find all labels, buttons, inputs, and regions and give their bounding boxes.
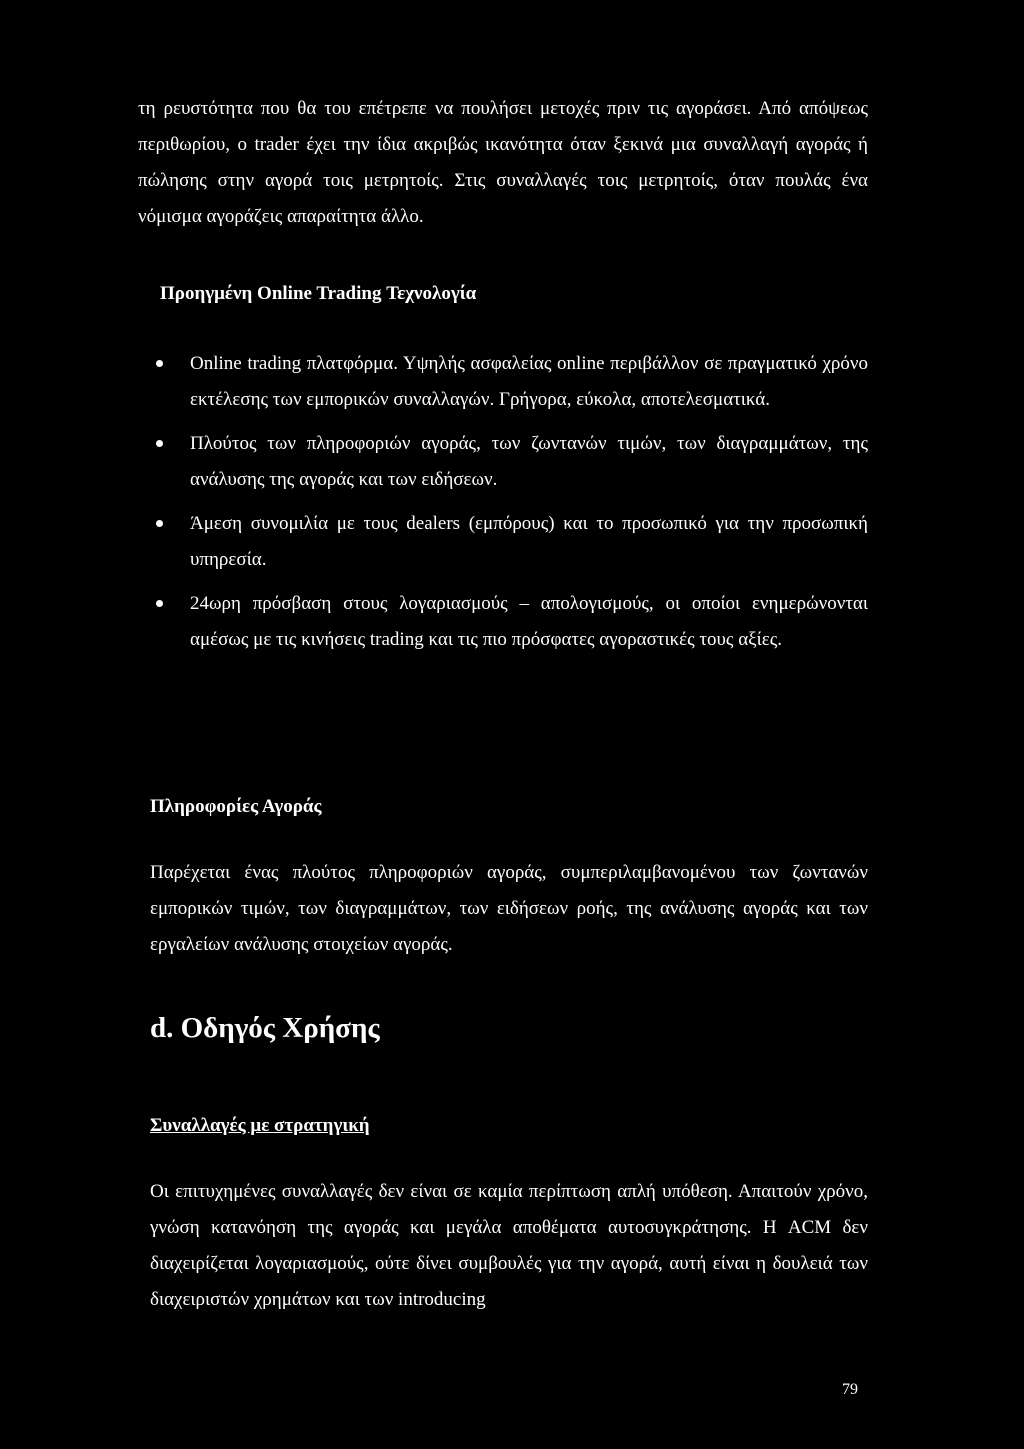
bullet-dot-icon (156, 360, 163, 367)
bullet-dot-icon (156, 600, 163, 607)
bullet-dot-icon (156, 520, 163, 527)
bullet-text: Άμεση συνομιλία με τους dealers (εμπόρους) και το προσωπικό για την προσωπική υπηρεσία. (190, 513, 868, 570)
strategy-paragraph: Οι επιτυχημένες συναλλαγές δεν είναι σε καμία περίπτωση απλή υπόθεση. Απαιτούν χρόνο, γνώση κατανόηση της αγοράς και μεγάλα αποθέματα αυτοσυγκράτησης. Η ACM δεν διαχειρίζεται λογαριασμούς, ούτε δίνει συμβουλές για την αγορά, αυτή είναι η δουλειά των διαχειριστών χρημάτων και των introducing (150, 1181, 868, 1310)
section-heading-market-info: Πληροφορίες Αγοράς (150, 796, 322, 817)
intro-paragraph: τη ρευστότητα που θα του επέτρεπε να πουλήσει μετοχές πριν τις αγοράσει. Από απόψεως περιθωρίου, ο trader έχει την ίδια ακριβώς ικανότητα όταν ξεκινά μια συναλλαγή αγοράς ή πώλησης στην αγορά τοις μετρητοίς. Στις συναλλαγές τοις μετρητοίς, όταν πουλάς ένα νόμισμα αγοράζεις απαραίτητα άλλο. (138, 98, 868, 227)
section-heading-user-guide: d. Οδηγός Χρήσης (150, 1012, 380, 1044)
section-heading-strategy: Συναλλαγές με στρατηγική (150, 1115, 370, 1136)
bullet-text: Online trading πλατφόρμα. Υψηλής ασφαλείας online περιβάλλον σε πραγματικό χρόνο εκτέλεσης των εμπορικών συναλλαγών. Γρήγορα, εύκολα, αποτελεσματικά. (190, 353, 868, 410)
bullet-dot-icon (156, 440, 163, 447)
bullet-item (150, 346, 868, 418)
page-number: 79 (842, 1381, 858, 1398)
section-heading-online-trading: Προηγμένη Online Trading Τεχνολογία (160, 283, 477, 304)
bullet-item (150, 426, 868, 498)
bullet-text: 24ωρη πρόσβαση στους λογαριασμούς – απολογισμούς, οι οποίοι ενημερώνονται αμέσως με τις κινήσεις trading και τις πιο πρόσφατες αγοραστικές τους αξίες. (190, 593, 868, 650)
market-info-paragraph: Παρέχεται ένας πλούτος πληροφοριών αγοράς, συμπεριλαμβανομένου των ζωντανών εμπορικών τιμών, των διαγραμμάτων, των ειδήσεων ροής, της ανάλυσης αγοράς και των εργαλείων ανάλυσης στοιχείων αγοράς. (150, 862, 868, 955)
bullet-item (150, 506, 868, 578)
feature-bullet-list (150, 346, 868, 666)
bullet-item (150, 586, 868, 658)
bullet-text: Πλούτος των πληροφοριών αγοράς, των ζωντανών τιμών, των διαγραμμάτων, της ανάλυσης της αγοράς και των ειδήσεων. (190, 433, 868, 490)
